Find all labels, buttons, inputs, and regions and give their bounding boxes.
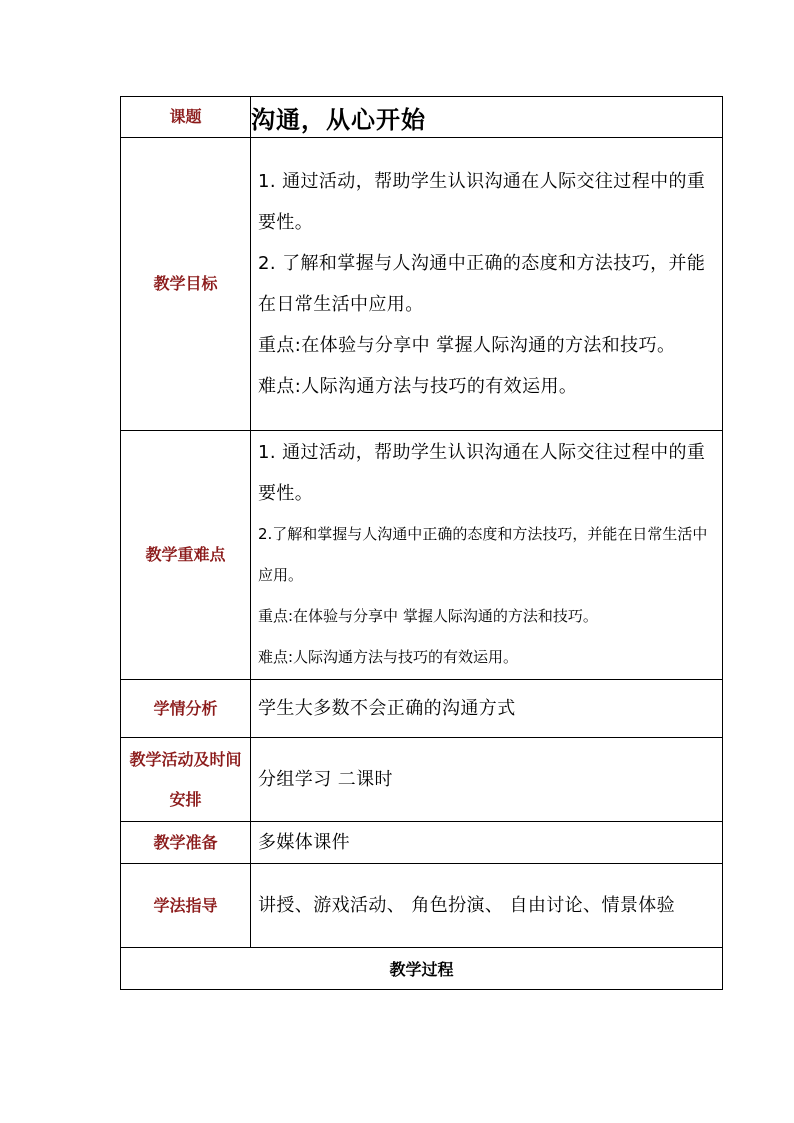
schedule-row	[121, 738, 723, 822]
lesson-plan-table	[120, 96, 723, 990]
key-point-line: 1. 通过活动，帮助学生认识沟通在人际交往过程中的重要性。	[258, 442, 706, 504]
objective-line: 1. 通过活动，帮助学生认识沟通在人际交往过程中的重要性。	[258, 171, 706, 233]
objectives-row	[121, 138, 723, 431]
methods-label: 学法指导	[121, 864, 251, 948]
title-label: 课题	[121, 97, 251, 138]
analysis-content: 学生大多数不会正确的沟通方式	[251, 680, 723, 738]
objectives-label: 教学目标	[121, 138, 251, 431]
schedule-label: 教学活动及时间安排	[121, 738, 251, 822]
preparation-row	[121, 822, 723, 864]
title-row	[121, 97, 723, 138]
objective-line: 难点:人际沟通方法与技巧的有效运用。	[258, 376, 578, 397]
process-row	[121, 948, 723, 990]
schedule-content: 分组学习 二课时	[251, 738, 723, 822]
preparation-label: 教学准备	[121, 822, 251, 864]
analysis-row	[121, 680, 723, 738]
objective-line: 2. 了解和掌握与人沟通中正确的态度和方法技巧，并能在日常生活中应用。	[258, 253, 706, 315]
key-point-line: 难点:人际沟通方法与技巧的有效运用。	[258, 648, 519, 666]
methods-row	[121, 864, 723, 948]
key-points-content	[251, 431, 723, 680]
key-point-line: 2.了解和掌握与人沟通中正确的态度和方法技巧，并能在日常生活中应用。	[258, 525, 708, 584]
methods-content: 讲授、游戏活动、 角色扮演、 自由讨论、情景体验	[251, 864, 723, 948]
analysis-label: 学情分析	[121, 680, 251, 738]
objective-line: 重点:在体验与分享中 掌握人际沟通的方法和技巧。	[258, 335, 676, 356]
process-label: 教学过程	[121, 948, 723, 990]
key-points-label: 教学重难点	[121, 431, 251, 680]
lesson-title: 沟通，从心开始	[251, 97, 723, 138]
preparation-content: 多媒体课件	[251, 822, 723, 864]
objectives-content	[251, 138, 723, 431]
key-points-row	[121, 431, 723, 680]
key-point-line: 重点:在体验与分享中 掌握人际沟通的方法和技巧。	[258, 607, 598, 625]
